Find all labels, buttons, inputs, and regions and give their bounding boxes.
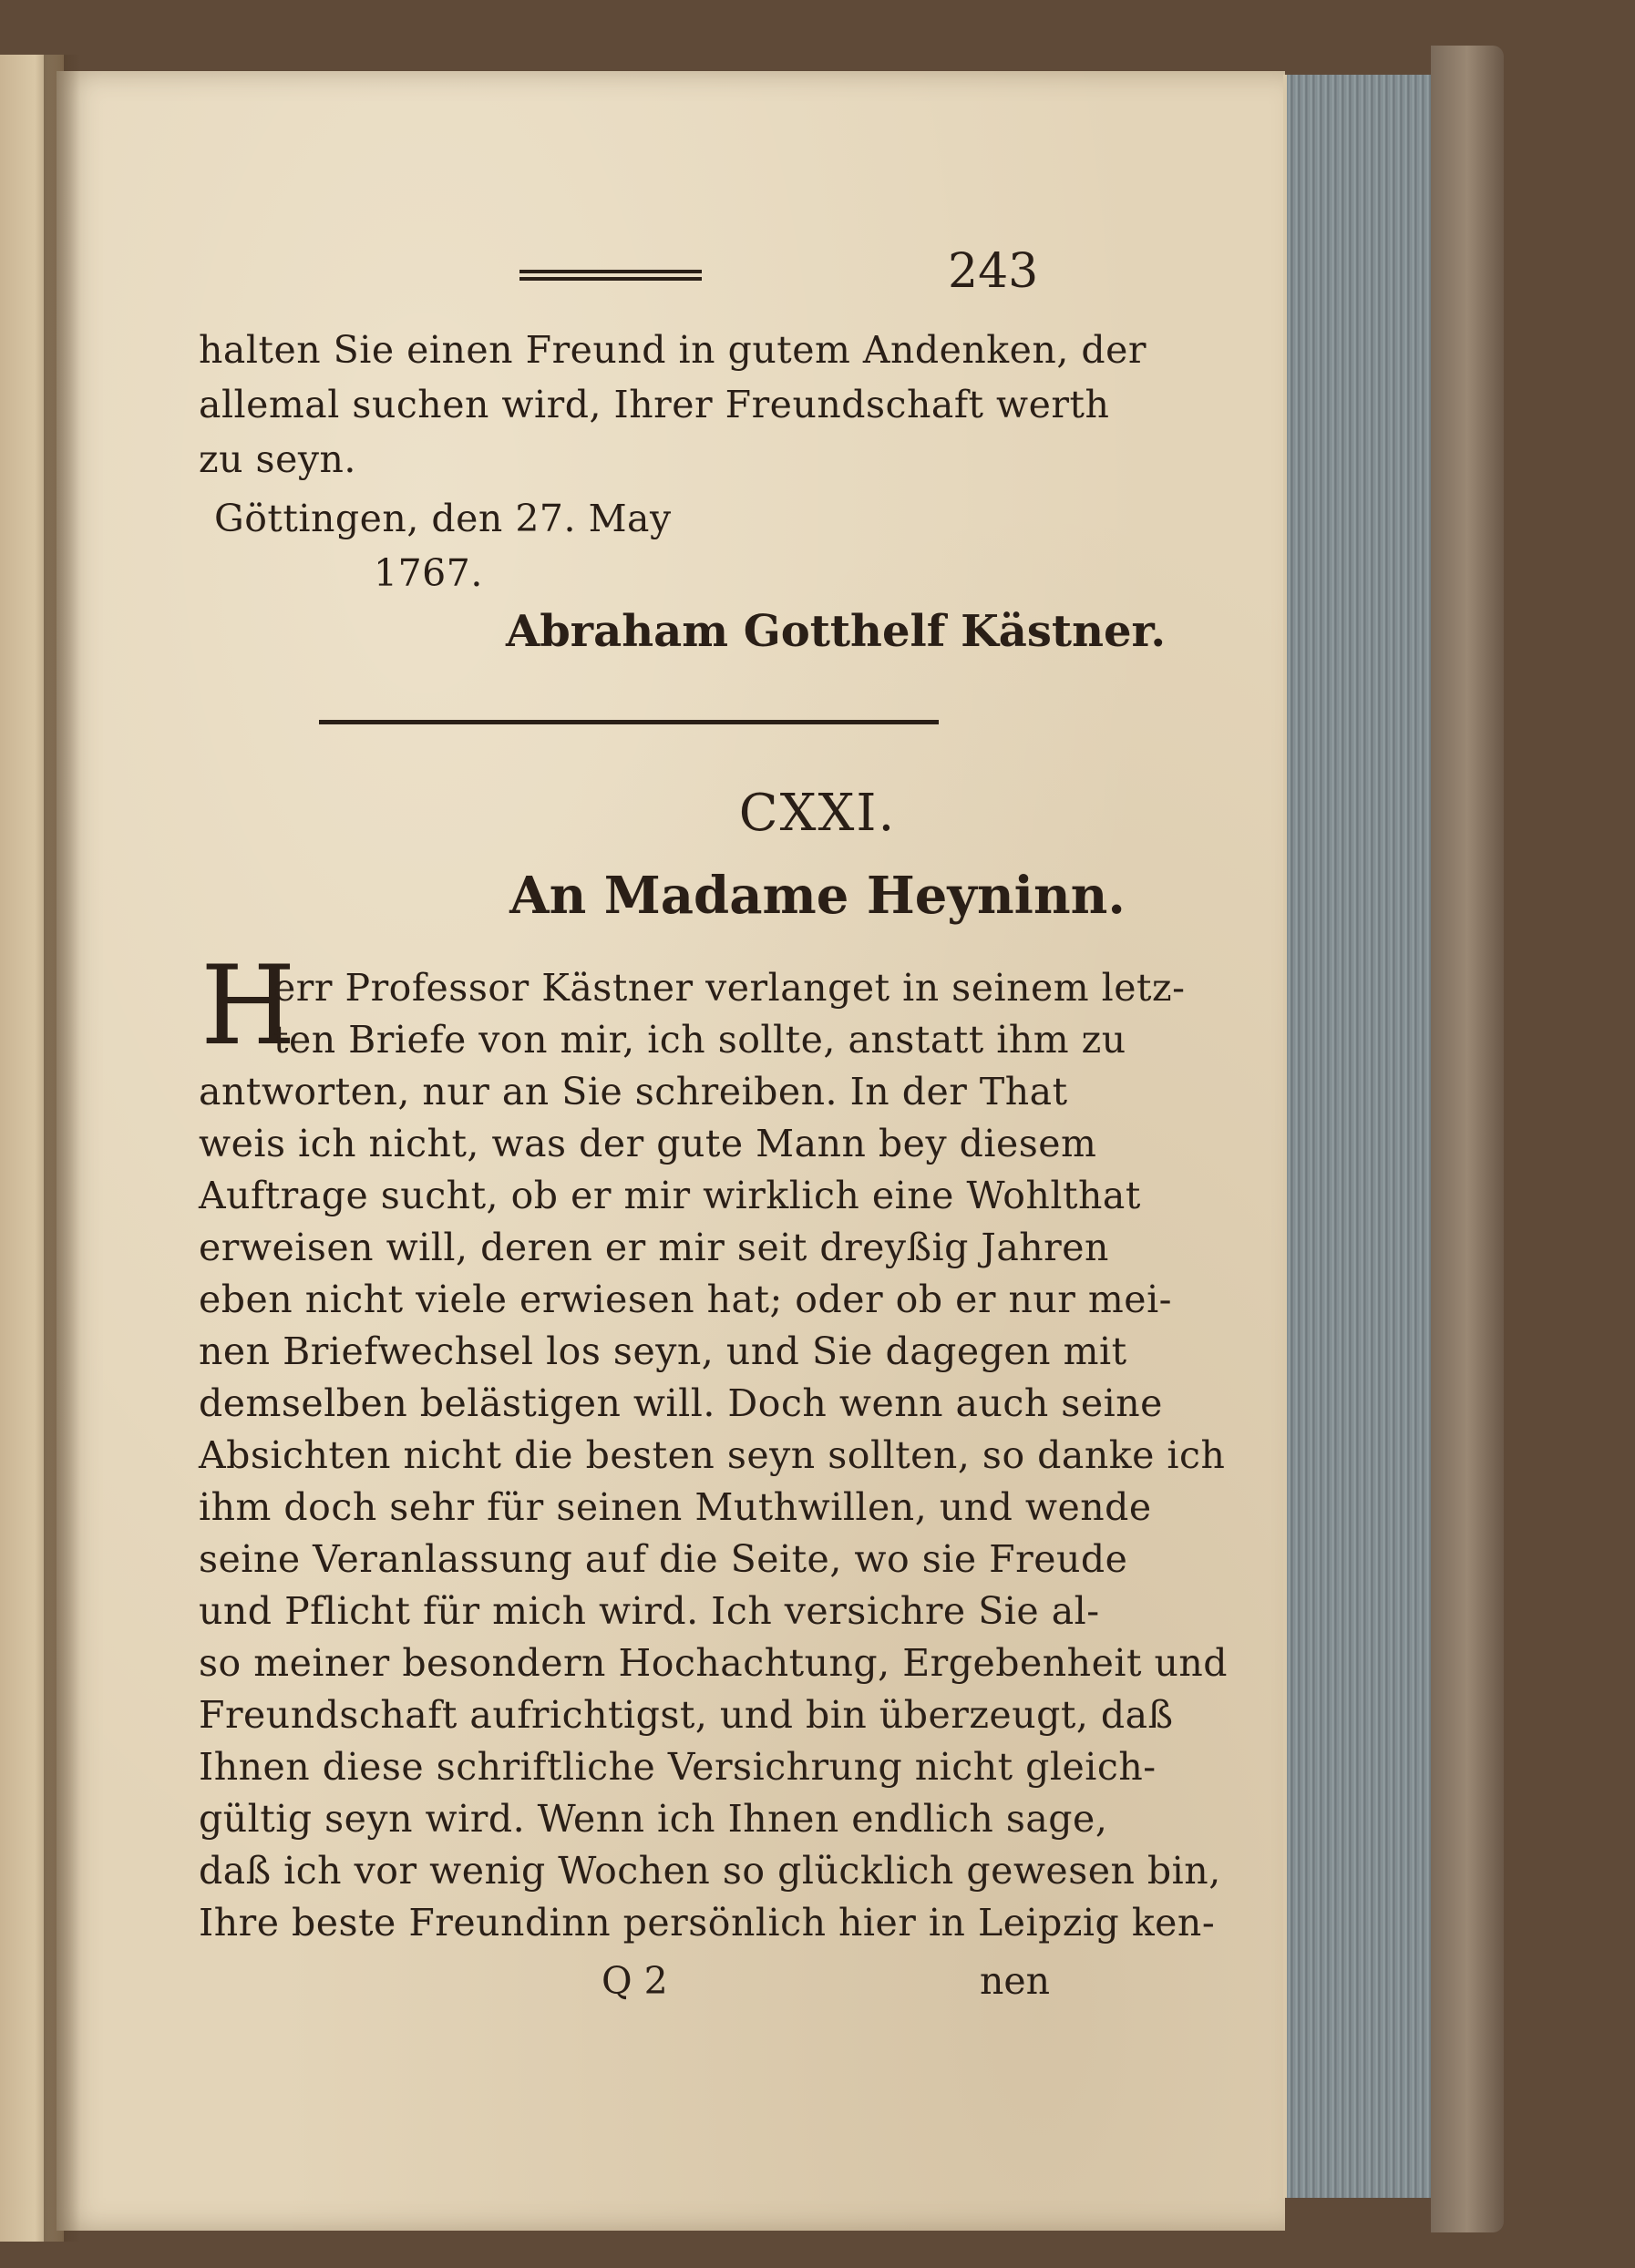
body-line: antworten, nur an Sie schreiben. In der That bbox=[199, 1070, 1068, 1113]
section-separator bbox=[319, 720, 939, 724]
body-line: Ihre beste Freundinn persönlich hier in Leipzig ken- bbox=[199, 1901, 1216, 1945]
body-line: eben nicht viele erwiesen hat; oder ob er nur mei- bbox=[199, 1278, 1173, 1321]
top-paragraph-line: allemal suchen wird, Ihrer Freundschaft werth bbox=[199, 383, 1110, 426]
body-line: und Pflicht für mich wird. Ich versichre Sie al- bbox=[199, 1589, 1100, 1633]
page-edges bbox=[1283, 75, 1451, 2198]
body-line: demselben belästigen will. Doch wenn auch seine bbox=[199, 1381, 1163, 1425]
body-line: gültig seyn wird. Wenn ich Ihnen endlich sage, bbox=[199, 1797, 1108, 1841]
drop-cap: H bbox=[201, 943, 296, 1070]
top-paragraph-line: halten Sie einen Freund in gutem Andenken, der bbox=[199, 328, 1147, 372]
body-line: Absichten nicht die besten seyn sollten, so danke ich bbox=[199, 1433, 1226, 1477]
body-line: erweisen will, deren er mir seit dreyßig Jahren bbox=[199, 1226, 1109, 1269]
body-line: Freundschaft aufrichtigst, und bin überzeugt, daß bbox=[199, 1693, 1174, 1737]
signature: Abraham Gotthelf Kästner. bbox=[506, 606, 1167, 657]
signature-mark: Q 2 bbox=[602, 1959, 668, 2003]
book-cover-edge bbox=[1431, 46, 1504, 2232]
top-paragraph-line: zu seyn. bbox=[199, 437, 356, 481]
body-line: ihm doch sehr für seinen Muthwillen, und wende bbox=[199, 1485, 1152, 1529]
header-rule bbox=[519, 270, 702, 282]
body-line: so meiner besondern Hochachtung, Ergebenheit und bbox=[199, 1641, 1229, 1685]
body-line: Ihnen diese schriftliche Versichrung nicht gleich- bbox=[199, 1745, 1157, 1789]
letter-title: An Madame Heyninn. bbox=[509, 866, 1126, 926]
gutter-shadow bbox=[44, 55, 80, 2242]
body-line: nen Briefwechsel los seyn, und Sie dagegen mit bbox=[199, 1329, 1127, 1373]
body-line: seine Veranlassung auf die Seite, wo sie Freude bbox=[199, 1537, 1128, 1581]
year: 1767. bbox=[374, 551, 483, 595]
page-number: 243 bbox=[948, 244, 1039, 299]
body-line: daß ich vor wenig Wochen so glücklich gewesen bin, bbox=[199, 1849, 1221, 1893]
body-line: weis ich nicht, was der gute Mann bey diesem bbox=[199, 1122, 1097, 1165]
body-line: ten Briefe von mir, ich sollte, anstatt ihm zu bbox=[273, 1018, 1126, 1062]
place-date: Göttingen, den 27. May bbox=[214, 497, 672, 540]
body-line: Auftrage sucht, ob er mir wirklich eine Wohlthat bbox=[199, 1174, 1141, 1217]
body-line: err Professor Kästner verlanget in seinem letz- bbox=[273, 966, 1186, 1010]
catchword: nen bbox=[980, 1959, 1051, 2003]
letter-number: CXXI. bbox=[738, 784, 897, 843]
